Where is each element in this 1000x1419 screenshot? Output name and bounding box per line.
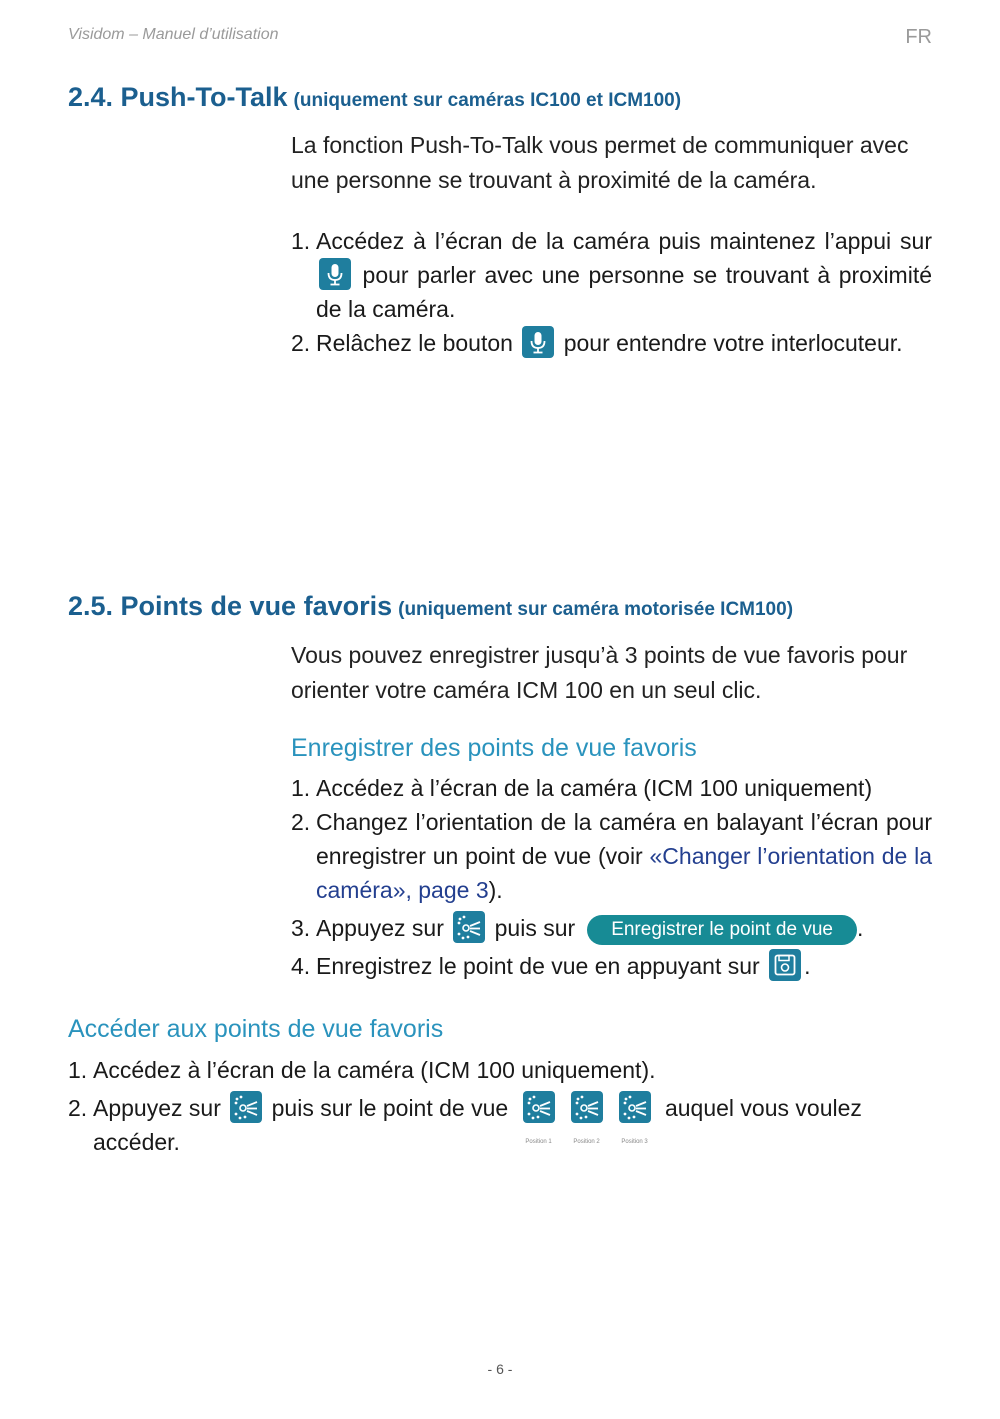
- step-number: 1.: [291, 228, 311, 254]
- step-text: ).: [488, 877, 503, 903]
- cross-reference-link[interactable]: «Changer l’orientation de la caméra», page 3: [316, 843, 932, 903]
- access-favorites-heading: Accéder aux points de vue favoris: [68, 1015, 444, 1043]
- list-item: [291, 224, 932, 326]
- favorite-viewpoint-icon: [523, 1091, 555, 1123]
- list-item: [291, 771, 932, 805]
- step-text: .: [856, 915, 864, 941]
- step-text: Appuyez sur: [316, 915, 444, 941]
- section-2-4-intro: La fonction Push-To-Talk vous permet de communiquer avec une personne se trouvant à proximité de la caméra.: [291, 132, 909, 193]
- position-2-button: [568, 1091, 606, 1145]
- list-item: [68, 1053, 948, 1087]
- step-text: Accédez à l’écran de la caméra (ICM 100 uniquement).: [93, 1057, 656, 1083]
- step-number: 2.: [291, 809, 311, 835]
- save-favorites-steps: [291, 771, 932, 983]
- push-to-talk-steps: [291, 224, 932, 360]
- list-item: [291, 326, 932, 360]
- step-number: 1.: [68, 1057, 88, 1083]
- microphone-icon: [319, 258, 351, 290]
- save-icon: [769, 949, 801, 981]
- step-text: puis sur le point de vue: [271, 1095, 509, 1121]
- position-3-button: [616, 1091, 654, 1145]
- step-text: Changez l’orientation de la caméra en balayant l’écran pour enregistrer un point de vue (voir: [316, 809, 932, 869]
- favorite-viewpoint-icon: [619, 1091, 651, 1123]
- running-header-title: Visidom – Manuel d’utilisation: [68, 26, 279, 43]
- save-favorites-heading: Enregistrer des points de vue favoris: [291, 734, 697, 762]
- step-number: 3.: [291, 915, 311, 941]
- step-text: .: [804, 953, 811, 979]
- position-caption: Position 3: [621, 1139, 648, 1145]
- microphone-icon: [522, 326, 554, 358]
- position-1-button: [520, 1091, 558, 1145]
- step-text: pour entendre votre interlocuteur.: [563, 330, 903, 356]
- section-2-4-title: 2.4. Push-To-Talk: [68, 82, 288, 112]
- list-item: [291, 805, 932, 907]
- page-number: - 6 -: [487, 1361, 513, 1377]
- step-text: Relâchez le bouton: [316, 330, 513, 356]
- step-text: Enregistrez le point de vue en appuyant sur: [316, 953, 760, 979]
- step-text: Appuyez sur: [93, 1095, 221, 1121]
- step-text: auquel vous voulez accéder.: [93, 1095, 862, 1155]
- section-2-5-intro: Vous pouvez enregistrer jusqu’à 3 points de vue favoris pour orienter votre caméra ICM 100 en un seul clic.: [291, 642, 908, 703]
- section-2-5-title: 2.5. Points de vue favoris: [68, 591, 393, 621]
- step-text: pour parler avec une personne se trouvant à proximité de la caméra.: [316, 262, 933, 322]
- step-number: 4.: [291, 953, 311, 979]
- save-viewpoint-button: Enregistrer le point de vue: [587, 915, 857, 945]
- access-favorites-steps: [68, 1053, 948, 1159]
- favorite-viewpoint-icon: [571, 1091, 603, 1123]
- favorite-viewpoint-icon: [230, 1091, 262, 1123]
- step-number: 2.: [291, 330, 311, 356]
- list-item: [68, 1091, 948, 1159]
- favorite-viewpoint-icon: [453, 911, 485, 943]
- section-2-4-subtitle: (uniquement sur caméras IC100 et ICM100): [293, 90, 682, 111]
- section-2-4-heading: [68, 82, 681, 113]
- step-number: 1.: [291, 775, 311, 801]
- list-item: [291, 911, 932, 945]
- step-text: Accédez à l’écran de la caméra puis maintenez l’appui sur: [316, 228, 932, 254]
- step-text: Accédez à l’écran de la caméra (ICM 100 uniquement): [316, 775, 873, 801]
- section-2-5-subtitle: (uniquement sur caméra motorisée ICM100): [398, 599, 794, 620]
- list-item: [291, 949, 932, 983]
- position-caption: Position 1: [525, 1139, 552, 1145]
- section-2-5-heading: [68, 591, 793, 622]
- position-caption: Position 2: [573, 1139, 600, 1145]
- step-number: 2.: [68, 1095, 88, 1121]
- language-label: FR: [905, 26, 932, 48]
- step-text: puis sur: [494, 915, 576, 941]
